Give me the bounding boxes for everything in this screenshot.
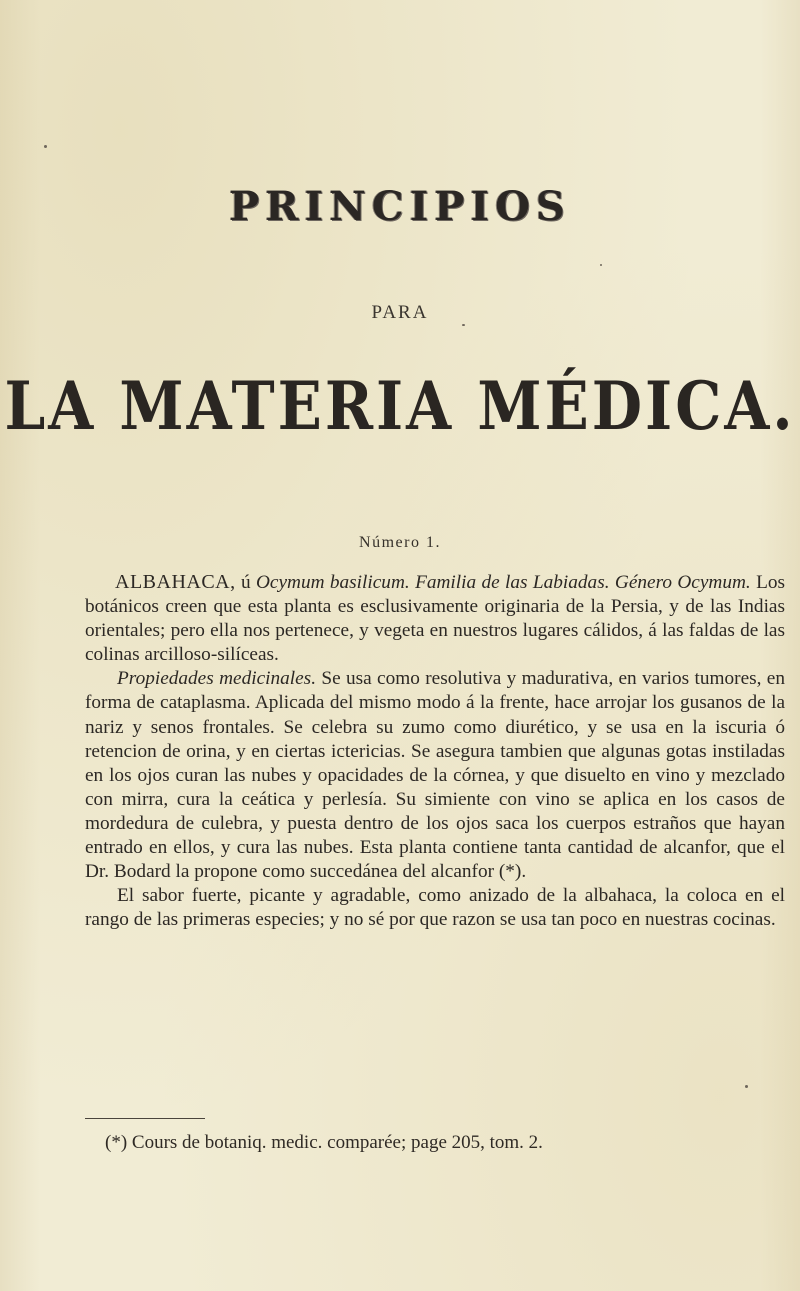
entry-paragraph-1: [85, 570, 785, 667]
ornate-title: PRINCIPIOS: [229, 183, 571, 230]
entry-paragraph-2: [85, 667, 785, 884]
footnote: (*) Cours de botaniq. medic. comparée; page 205, tom. 2.: [105, 1132, 543, 1153]
paper-speck: [745, 1085, 748, 1088]
entry-family: Familia de las Labiadas.: [415, 572, 610, 593]
entry-properties-heading: Propiedades medicinales.: [117, 668, 317, 690]
entry-headword-conjunction: ú: [235, 572, 256, 593]
entry-paragraph-3: El sabor fuerte, picante y agradable, como anizado de la albahaca, la coloca en el rango de las primeras especies; y no sé por que razon se usa tan poco en nuestras cocinas.: [85, 885, 785, 931]
entry-body: [85, 570, 785, 932]
section-number-label: Número 1.: [359, 534, 441, 551]
paper-speck: [600, 264, 602, 266]
section-number: [0, 530, 800, 553]
footnote-rule: [85, 1118, 205, 1119]
entry-latin-name: Ocymum basilicum.: [256, 572, 410, 593]
entry-headword: ALBAHACA,: [115, 571, 236, 593]
paper-speck: [462, 324, 465, 326]
paper-speck: [44, 145, 47, 148]
entry-genus: Género Ocymum.: [614, 572, 751, 593]
entry-paragraph-2-text: Se usa como resolutiva y madurativa, en varios tumores, en forma de cataplasma. Aplicada del mismo modo á la frente, hace arrojar los gusanos de la nariz y senos frontales. Se celebra su zumo como diurético, y se usa en la iscuria ó retencion de orina, y en ciertas ictericias. Se asegura tambien que algunas gotas instiladas en los ojos curan las nubes y opacidades de la córnea, y que disuelto en vino y mezclado con mirra, cura la ceática y perlesía. Su simiente con vino se aplica en los casos de mordedura de culebra, y puesta dentro de los ojos saca los cuerpos estraños que hayan entrado en ellos, y cura las nubes. Esta planta contiene tanta cantidad de alcanfor, que el Dr. Bodard la propone como succedánea del alcanfor (*).: [85, 668, 786, 883]
title-connector: PARA: [371, 302, 429, 323]
entry-paragraph-1-text: Los botánicos creen que esta planta es esclusivamente originaria de la Persia, y de las Indias orientales; pero ella nos pertenece, y vegeta en nuestros lugares cálidos, á las faldas de las colinas arcilloso-silíceas.: [85, 572, 786, 666]
main-title: LA MATERIA MÉDICA.: [4, 366, 796, 446]
